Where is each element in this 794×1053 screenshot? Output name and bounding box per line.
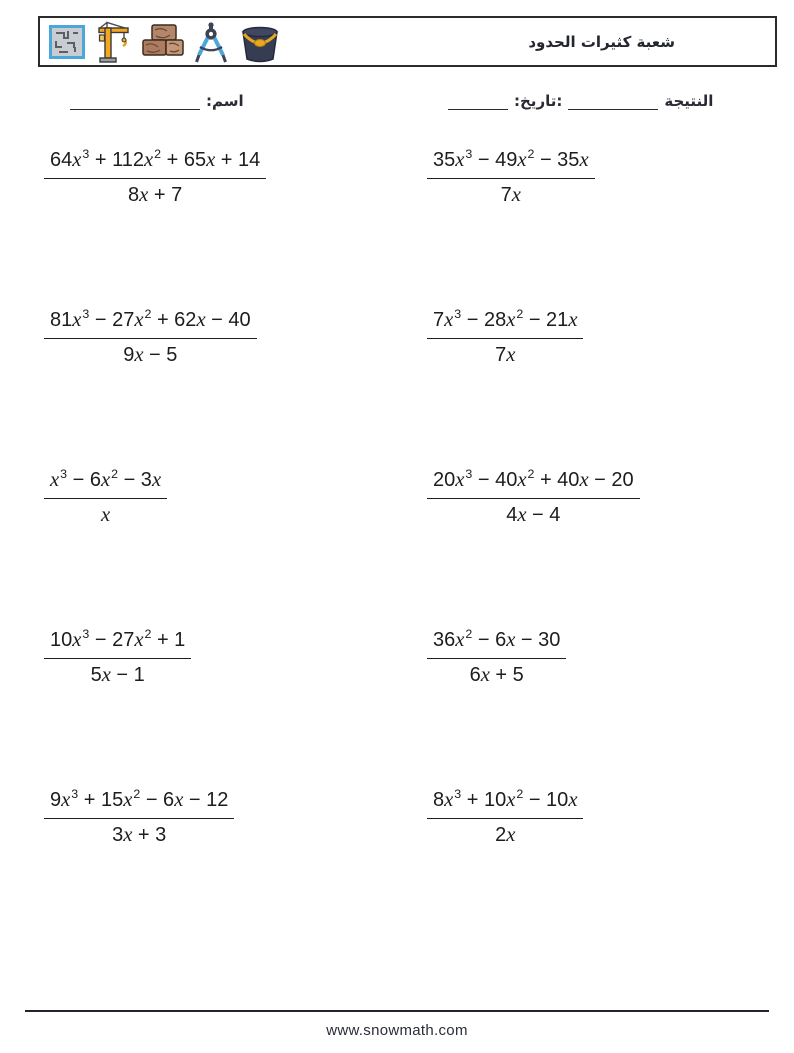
date-result-row: [448, 92, 713, 110]
problem-5: [44, 466, 167, 529]
date-label: :تاريخ:: [514, 92, 563, 110]
denominator: 6x + 5: [469, 663, 524, 686]
denominator: 5x − 1: [90, 663, 145, 686]
worksheet-title: شعبة كثيرات الحدود: [528, 32, 675, 51]
fraction: [44, 786, 234, 849]
fraction: [44, 146, 266, 209]
numerator: $8x^3 + 10x^2 - 10x$: [427, 786, 583, 819]
denominator: 2x: [495, 823, 516, 846]
blueprint-icon: [47, 21, 87, 63]
numerator: $9x^3 + 15x^2 - 6x - 12$: [44, 786, 234, 819]
numerator: $36x^2 - 6x - 30$: [427, 626, 566, 659]
fraction: [427, 626, 566, 689]
numerator: $7x^3 - 28x^2 - 21x$: [427, 306, 583, 339]
problem-8: [427, 626, 566, 689]
denominator: x: [100, 503, 111, 526]
denominator: 9x − 5: [123, 343, 178, 366]
problem-7: [44, 626, 191, 689]
denominator: 4x − 4: [506, 503, 561, 526]
numerator: $81x^3 - 27x^2 + 62x - 40$: [44, 306, 257, 339]
crane-icon: [94, 20, 134, 64]
problem-4: [427, 306, 583, 369]
header-box: [38, 16, 777, 67]
denominator: 7x: [495, 343, 516, 366]
numerator: $x^3 - 6x^2 - 3x$: [44, 466, 167, 499]
problem-2: [427, 146, 595, 209]
numerator: $35x^3 - 49x^2 - 35x$: [427, 146, 595, 179]
denominator: 8x + 7: [128, 183, 183, 206]
problem-3: [44, 306, 257, 369]
fraction: [44, 306, 257, 369]
result-label: النتيجة: [664, 92, 714, 110]
numerator: $64x^3 + 112x^2 + 65x + 14$: [44, 146, 266, 179]
numerator: $10x^3 - 27x^2 + 1$: [44, 626, 191, 659]
footer-url: www.snowmath.com: [326, 1022, 468, 1039]
fraction: [427, 306, 583, 369]
bucket-icon: [237, 20, 283, 64]
problem-1: [44, 146, 266, 209]
problem-6: [427, 466, 640, 529]
fraction: [427, 146, 595, 209]
footer-divider: [25, 1010, 769, 1012]
problem-10: [427, 786, 583, 849]
fraction: [427, 466, 640, 529]
name-blank-line: [70, 92, 200, 110]
problem-9: [44, 786, 234, 849]
denominator: 7x: [500, 183, 521, 206]
fraction: [44, 466, 167, 529]
fraction: [44, 626, 191, 689]
result-blank-line: [568, 92, 658, 110]
name-field-row: [70, 92, 244, 110]
name-label: :اسم: [206, 92, 244, 110]
denominator: 3x + 3: [112, 823, 167, 846]
fraction: [427, 786, 583, 849]
date-blank-line: [448, 92, 508, 110]
header-icons: [47, 20, 283, 64]
lumber-icon: [141, 21, 185, 63]
problems-grid: [44, 146, 640, 946]
numerator: $20x^3 - 40x^2 + 40x - 20$: [427, 466, 640, 499]
compass-icon: [192, 20, 230, 64]
